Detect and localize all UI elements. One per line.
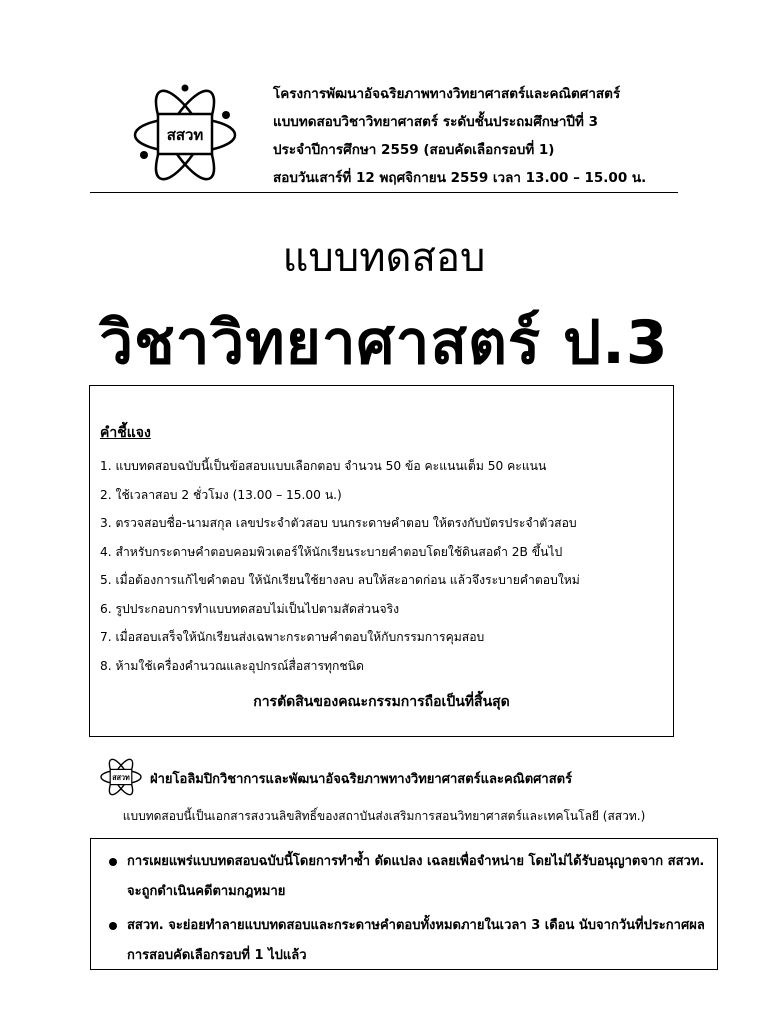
header-line-subject: แบบทดสอบวิชาวิทยาศาสตร์ ระดับชั้นประถมศึกษาปีที่ 3 [273, 114, 598, 130]
department-name: ฝ่ายโอลิมปิกวิชาการและพัฒนาอัจฉริยภาพทางวิทยาศาสตร์และคณิตศาสตร์ [150, 772, 573, 787]
header-line-year: ประจำปีการศึกษา 2559 (สอบคัดเลือกรอบที่ 1) [273, 142, 555, 158]
header-line-project: โครงการพัฒนาอัจฉริยภาพทางวิทยาศาสตร์และคณิตศาสตร์ [273, 86, 621, 102]
legal-notice-box [90, 838, 718, 970]
ipst-small-logo [99, 755, 143, 799]
legal-notice-item [105, 847, 705, 907]
legal-notice-text: สสวท. จะย่อยทำลายแบบทดสอบและกระดาษคำตอบทั้งหมดภายในเวลา 3 เดือน นับจากวันที่ประกาศผลการสอบคัดเลือกรอบที่ 1 ไปแล้ว [127, 918, 705, 963]
header-divider [90, 192, 678, 193]
exam-header [273, 80, 703, 192]
atom-icon [99, 755, 143, 799]
logo-text: สสวท [166, 126, 204, 144]
instruction-item: 8. ห้ามใช้เครื่องคำนวณและอุปกรณ์สื่อสารทุกชนิด [100, 658, 364, 673]
legal-notice-list [105, 847, 705, 975]
committee-decision-note: การตัดสินของคณะกรรมการถือเป็นที่สิ้นสุด [253, 694, 510, 710]
instructions-box [89, 385, 674, 737]
bullet-icon [109, 922, 117, 930]
header-line-date: สอบวันเสาร์ที่ 12 พฤศจิกายน 2559 เวลา 13.00 – 15.00 น. [273, 170, 647, 186]
instruction-item: 6. รูปประกอบการทำแบบทดสอบไม่เป็นไปตามสัดส่วนจริง [100, 601, 400, 616]
instruction-item: 2. ใช้เวลาสอบ 2 ชั่วโมง (13.00 – 15.00 น.) [100, 487, 342, 502]
page-subtitle: แบบทดสอบ [282, 235, 486, 281]
page-title: วิชาวิทยาศาสตร์ ป.3 [99, 308, 669, 378]
legal-notice-text: การเผยแพร่แบบทดสอบฉบับนี้โดยการทำซ้ำ ดัดแปลง เฉลยเพื่อจำหน่าย โดยไม่ได้รับอนุญาตจาก สสวท. จะถูกดำเนินคดีตามกฎหมาย [127, 854, 705, 899]
copyright-notice: แบบทดสอบนี้เป็นเอกสารสงวนลิขสิทธิ์ของสถาบันส่งเสริมการสอนวิทยาศาสตร์และเทคโนโลยี (สสวท.) [122, 809, 646, 823]
ipst-logo [130, 80, 240, 190]
instruction-item: 5. เมื่อต้องการแก้ไขคำตอบ ให้นักเรียนใช้ยางลบ ลบให้สะอาดก่อน แล้วจึงระบายคำตอบใหม่ [100, 573, 580, 587]
instruction-item: 1. แบบทดสอบฉบับนี้เป็นข้อสอบแบบเลือกตอบ จำนวน 50 ข้อ คะแนนเต็ม 50 คะแนน [100, 459, 547, 473]
instruction-item: 4. สำหรับกระดาษคำตอบคอมพิวเตอร์ให้นักเรียนระบายคำตอบโดยใช้ดินสอดำ 2B ขึ้นไป [100, 544, 563, 559]
legal-notice-item [105, 911, 705, 971]
instruction-item: 3. ตรวจสอบชื่อ-นามสกุล เลขประจำตัวสอบ บนกระดาษคำตอบ ให้ตรงกับบัตรประจำตัวสอบ [100, 516, 577, 530]
logo-text: สสวท [112, 772, 130, 782]
bullet-icon [109, 858, 117, 866]
instructions-heading: คำชี้แจง [100, 425, 151, 441]
instructions-list [100, 452, 670, 680]
instruction-item: 7. เมื่อสอบเสร็จให้นักเรียนส่งเฉพาะกระดาษคำตอบให้กับกรรมการคุมสอบ [100, 630, 485, 644]
atom-icon [130, 80, 240, 190]
